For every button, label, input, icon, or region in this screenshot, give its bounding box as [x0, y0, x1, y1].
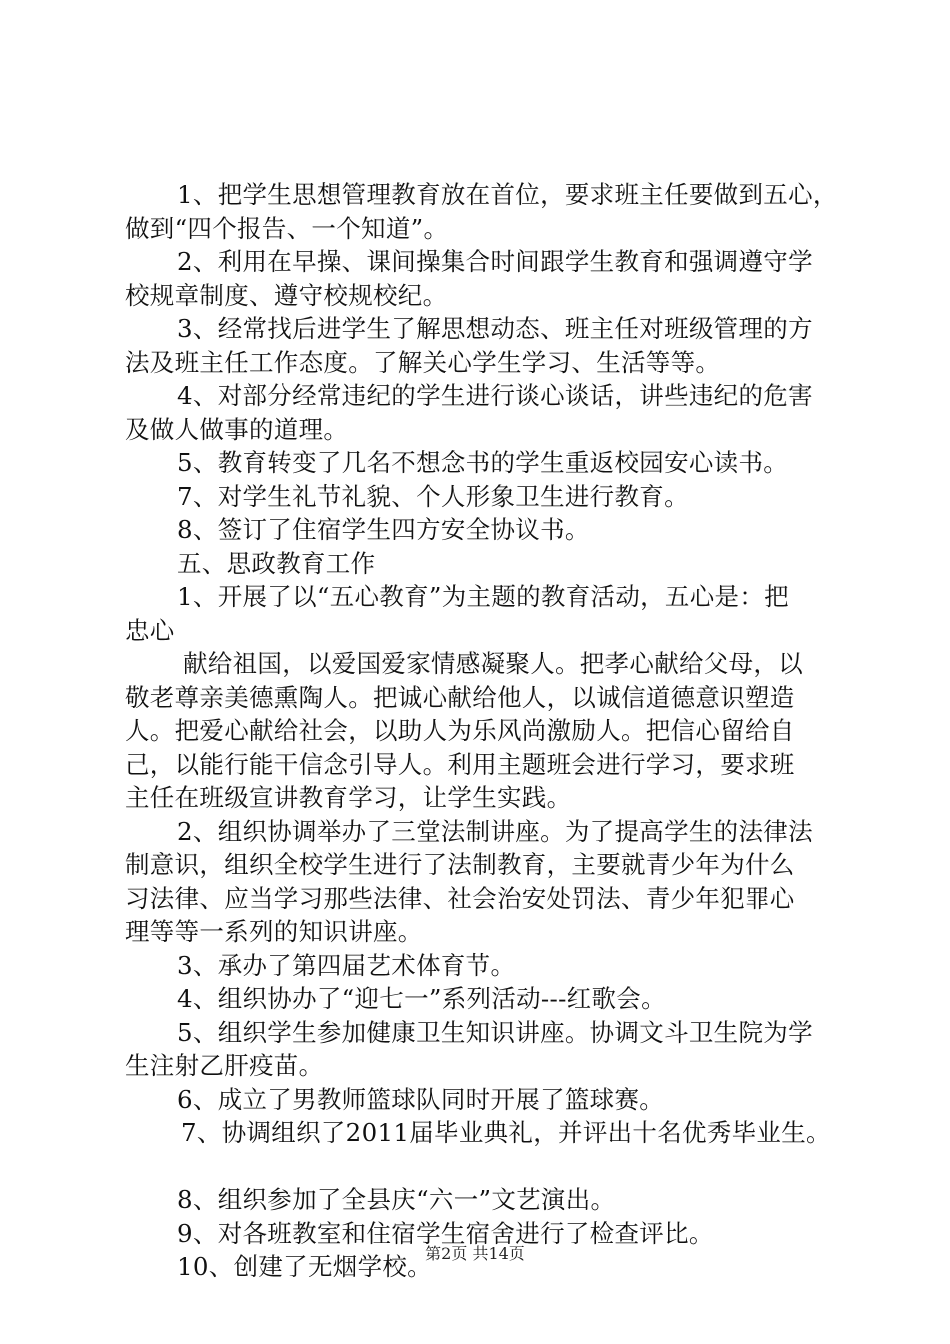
- text-line: 献给祖国，以爱国爱家情感凝聚人。把孝心献给父母，以: [183, 649, 803, 678]
- text-line: 法及班主任工作态度。了解关心学生学习、生活等等。: [125, 347, 721, 377]
- text-line: 3、经常找后进学生了解思想动态、班主任对班级管理的方: [177, 314, 813, 343]
- text-line: 4、组织协办了“迎七一”系列活动---红歌会。: [177, 984, 666, 1013]
- text-line: 6、成立了男教师篮球队同时开展了篮球赛。: [177, 1084, 665, 1114]
- text-line: 10、创建了无烟学校。: [177, 1252, 432, 1281]
- text-line: 做到“四个报告、一个知道”。: [125, 213, 449, 243]
- text-line: 校规章制度、遵守校规校纪。: [125, 280, 448, 310]
- text-line: 8、签订了住宿学生四方安全协议书。: [177, 515, 590, 544]
- text-line: 8、组织参加了全县庆“六一”文艺演出。: [177, 1185, 616, 1214]
- page-footer: 第2页 共14页: [425, 1244, 525, 1263]
- text-line: 2、组织协调举办了三堂法制讲座。为了提高学生的法律法: [177, 816, 813, 846]
- text-line: 及做人做事的道理。: [125, 414, 349, 444]
- text-line: 主任在班级宣讲教育学习，让学生实践。: [125, 783, 572, 812]
- text-line: 五、思政教育工作: [177, 548, 376, 578]
- text-line: 9、对各班教室和住宿学生宿舍进行了检查评比。: [177, 1218, 714, 1248]
- text-line: 人。把爱心献给社会，以助人为乐风尚激励人。把信心留给自: [125, 716, 795, 745]
- text-line: 7、对学生礼节礼貌、个人形象卫生进行教育。: [177, 481, 689, 511]
- text-line: 1、把学生思想管理教育放在首位，要求班主任要做到五心，: [177, 180, 838, 209]
- text-line: 1、开展了以“五心教育”为主题的教育活动，五心是：把: [177, 582, 789, 611]
- text-line: 3、承办了第四届艺术体育节。: [177, 950, 516, 980]
- text-line: 敬老尊亲美德熏陶人。把诚心献给他人，以诚信道德意识塑造: [125, 682, 795, 712]
- text-line: 5、教育转变了几名不想念书的学生重返校园安心读书。: [177, 448, 789, 477]
- text-line: 7、协调组织了2011届毕业典礼，并评出十名优秀毕业生。: [181, 1118, 831, 1147]
- text-line: 制意识，组织全校学生进行了法制教育，主要就青少年为什么: [125, 850, 795, 879]
- text-line: 2、利用在早操、课间操集合时间跟学生教育和强调遵守学: [177, 247, 813, 276]
- document-body: [125, 178, 840, 1284]
- text-line: 习法律、应当学习那些法律、社会治安处罚法、青少年犯罪心: [125, 883, 795, 913]
- blank-line: [125, 1150, 840, 1184]
- text-line: 5、组织学生参加健康卫生知识讲座。协调文斗卫生院为学: [177, 1017, 813, 1047]
- text-line: 理等等一系列的知识讲座。: [125, 917, 423, 946]
- text-line: 忠心: [125, 615, 175, 645]
- text-line: 生注射乙肝疫苗。: [125, 1051, 324, 1080]
- text-line: 4、对部分经常违纪的学生进行谈心谈话，讲些违纪的危害: [177, 381, 813, 410]
- text-line: 己，以能行能干信念引导人。利用主题班会进行学习，要求班: [125, 749, 795, 779]
